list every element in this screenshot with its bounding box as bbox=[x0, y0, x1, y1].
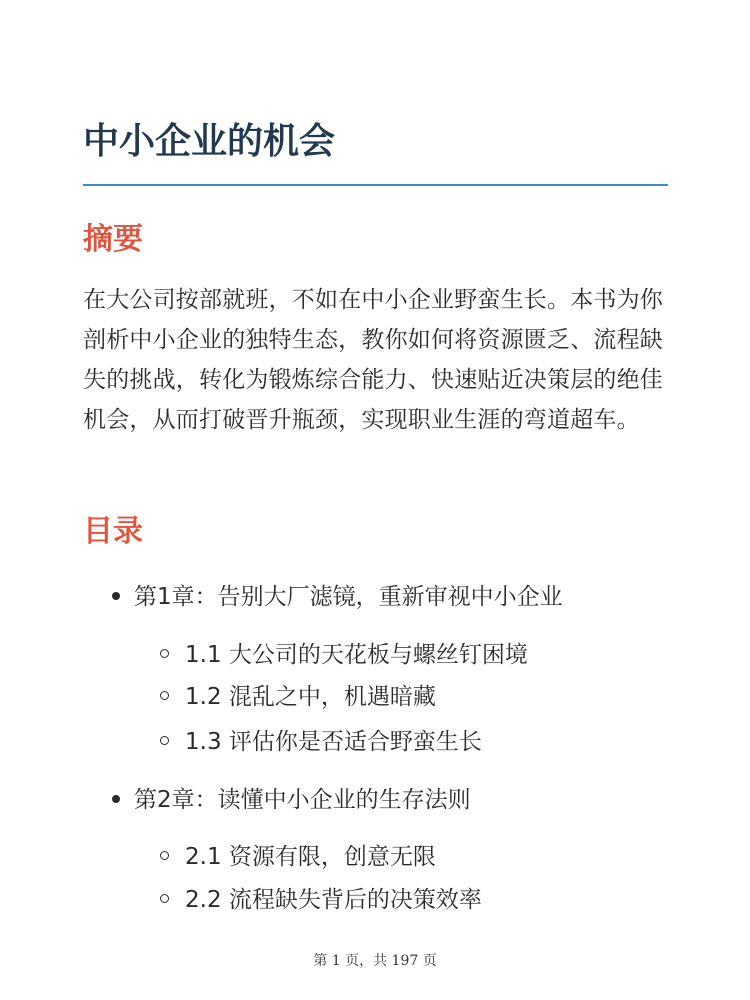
bullet-circle-icon bbox=[160, 894, 169, 903]
toc-section-title: 1.2 混乱之中，机遇暗藏 bbox=[185, 684, 436, 710]
toc-section-title: 1.3 评估你是否适合野蛮生长 bbox=[185, 729, 482, 755]
abstract-heading: 摘要 bbox=[83, 222, 143, 257]
toc-section-2-1 bbox=[160, 841, 436, 873]
bullet-circle-icon bbox=[160, 649, 169, 658]
toc-section-1-3 bbox=[160, 726, 482, 758]
toc-chapter-title: 第2章：读懂中小企业的生存法则 bbox=[134, 787, 471, 813]
toc-section-1-1 bbox=[160, 639, 528, 671]
page-number-footer: 第 1 页，共 197 页 bbox=[313, 953, 437, 969]
bullet-dot-icon bbox=[112, 592, 120, 600]
bullet-circle-icon bbox=[160, 851, 169, 860]
bullet-circle-icon bbox=[160, 691, 169, 700]
toc-section-2-2 bbox=[160, 884, 482, 916]
toc-heading: 目录 bbox=[83, 514, 143, 549]
toc-section-1-2 bbox=[160, 681, 436, 713]
bullet-dot-icon bbox=[112, 795, 120, 803]
toc-chapter-2 bbox=[112, 784, 471, 816]
toc-chapter-1 bbox=[112, 581, 563, 613]
toc-section-title: 2.1 资源有限，创意无限 bbox=[185, 844, 436, 870]
toc-section-title: 1.1 大公司的天花板与螺丝钉困境 bbox=[185, 642, 528, 668]
bullet-circle-icon bbox=[160, 736, 169, 745]
abstract-paragraph: 在大公司按部就班，不如在中小企业野蛮生长。本书为你剖析中小企业的独特生态，教你如何将资源匮乏、流程缺失的挑战，转化为锻炼综合能力、快速贴近决策层的绝佳机会，从而打破晋升瓶颈，实现职业生涯的弯道超车。 bbox=[83, 287, 663, 433]
toc-chapter-title: 第1章：告别大厂滤镜，重新审视中小企业 bbox=[134, 584, 563, 610]
document-title: 中小企业的机会 bbox=[83, 121, 336, 162]
title-divider bbox=[83, 184, 668, 186]
toc-section-title: 2.2 流程缺失背后的决策效率 bbox=[185, 887, 482, 913]
